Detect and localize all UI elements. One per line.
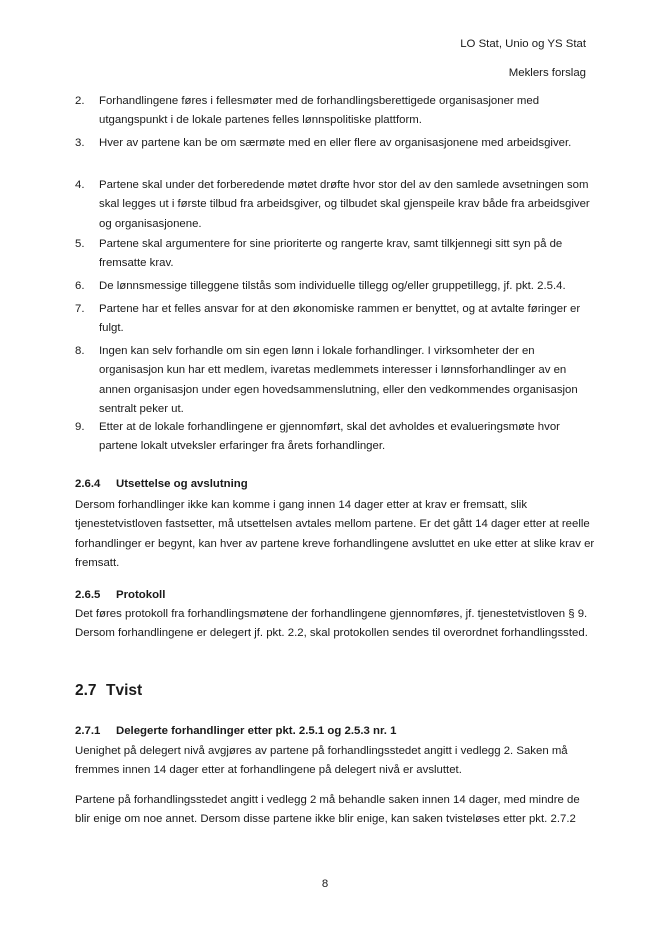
list-item-text: Ingen kan selv forhandle om sin egen lønn i lokale forhandlinger. I virksomheter der en organisasjon kun har ett medlem, ivaretas medlemmets interesser i lønnsforhandlinger av en annen organisasjon under egen hovedsammenslutning, eller den vedkommendes organisasjon sentralt peker ut. bbox=[99, 345, 578, 415]
list-item-number: 7. bbox=[75, 303, 85, 315]
list-item-number: 2. bbox=[75, 95, 85, 107]
section-2-6-5-heading bbox=[75, 586, 165, 605]
list-item-text: Partene har et felles ansvar for at den økonomiske rammen er benyttet, og at avtalte føringer er fulgt. bbox=[99, 303, 581, 335]
section-2-7-1-paragraph: Partene på forhandlingsstedet angitt i vedlegg 2 må behandle saken innen 14 dager, med mindre de blir enige om noe annet. Dersom disse partene ikke blir enige, kan saken tvisteløses etter pkt. 2.7.2 bbox=[75, 794, 580, 826]
list-item-text: Etter at de lokale forhandlingene er gjennomført, skal det avholdes et evalueringsmøte hvor partene lokalt utveksler erfaringer fra årets forhandlinger. bbox=[99, 421, 560, 453]
list-item bbox=[75, 92, 595, 131]
list-item-text: Partene skal under det forberedende møtet drøfte hvor stor del av den samlede avsetningen som skal legges ut i første tilbud fra arbeidsgiver, og tilbudet skal gjenspeile krav både fra arbeidsgiver og organisasjonene. bbox=[99, 179, 590, 230]
section-number: 2.7 bbox=[75, 682, 97, 699]
header-parties: LO Stat, Unio og YS Stat bbox=[460, 38, 586, 50]
list-item bbox=[75, 134, 595, 153]
section-title: Delegerte forhandlinger etter pkt. 2.5.1 og 2.5.3 nr. 1 bbox=[116, 725, 397, 737]
section-number: 2.6.4 bbox=[75, 478, 101, 490]
list-item-number: 3. bbox=[75, 137, 85, 149]
list-item-text: Partene skal argumentere for sine prioriterte og rangerte krav, samt tilkjennegi sitt syn på de fremsatte krav. bbox=[99, 238, 563, 270]
header-proposal-label: Meklers forslag bbox=[508, 67, 586, 79]
list-item-number: 5. bbox=[75, 238, 85, 250]
section-2-7-1-heading bbox=[75, 722, 396, 741]
section-number: 2.7.1 bbox=[75, 725, 101, 737]
section-title: Protokoll bbox=[116, 589, 166, 601]
list-item bbox=[75, 418, 595, 457]
list-item-number: 4. bbox=[75, 179, 85, 191]
section-2-7-heading bbox=[75, 681, 142, 701]
list-item-text: Forhandlingene føres i fellesmøter med de forhandlingsberettigede organisasjoner med utgangspunkt i de lokale partenes felles lønnspolitiske plattform. bbox=[99, 95, 540, 127]
list-item-number: 8. bbox=[75, 345, 85, 357]
list-item bbox=[75, 300, 595, 339]
list-item bbox=[75, 176, 595, 234]
page-number: 8 bbox=[321, 878, 329, 890]
section-2-7-1-paragraph: Uenighet på delegert nivå avgjøres av partene på forhandlingsstedet angitt i vedlegg 2. Saken må fremmes innen 14 dager etter at forhandlingene på delegert nivå er avsluttet. bbox=[75, 745, 568, 777]
list-item-number: 9. bbox=[75, 421, 85, 433]
section-2-6-4-heading bbox=[75, 475, 248, 494]
section-2-6-5-paragraph: Det føres protokoll fra forhandlingsmøtene der forhandlingene gjennomføres, jf. tjenestetvistloven § 9. Dersom forhandlingene er delegert jf. pkt. 2.2, skal protokollen sendes til overordnet forhandlingssted. bbox=[75, 608, 588, 640]
list-item bbox=[75, 235, 595, 274]
list-item-text: De lønnsmessige tilleggene tilstås som individuelle tillegg og/eller gruppetillegg, jf. pkt. 2.5.4. bbox=[99, 280, 566, 292]
list-item-text: Hver av partene kan be om særmøte med en eller flere av organisasjonene med arbeidsgiver. bbox=[99, 137, 572, 149]
list-item bbox=[75, 277, 595, 296]
section-number: 2.6.5 bbox=[75, 589, 101, 601]
list-item bbox=[75, 342, 595, 419]
section-title: Utsettelse og avslutning bbox=[116, 478, 248, 490]
section-title: Tvist bbox=[106, 682, 143, 699]
list-item-number: 6. bbox=[75, 280, 85, 292]
section-2-6-4-paragraph: Dersom forhandlinger ikke kan komme i gang innen 14 dager etter at krav er fremsatt, slik tjenestetvistloven fastsetter, må utsettelsen avtales mellom partene. Er det gått 14 dager etter at reelle forhandlinger er begynt, kan hver av partene kreve forhandlingene avsluttet en uke etter at slike krav er fremsatt. bbox=[75, 499, 595, 569]
